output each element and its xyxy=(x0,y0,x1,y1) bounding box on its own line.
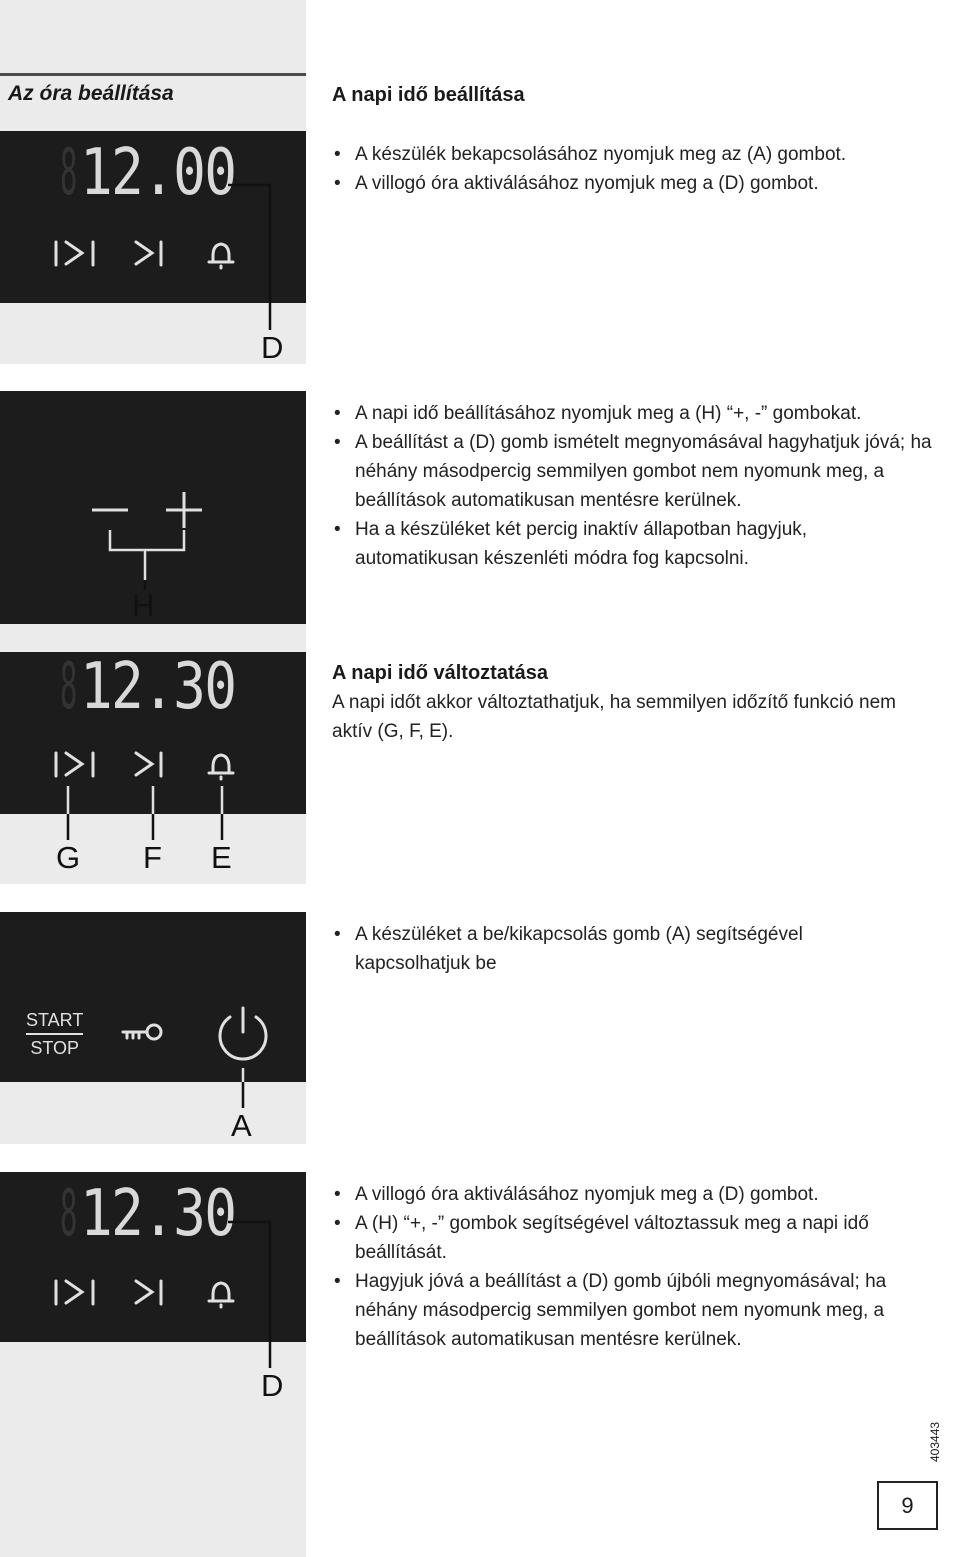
clock-display-3: 12.30 xyxy=(80,1177,236,1251)
list-item: • A készüléket a be/kikapcsolás gomb (A) segítségével kapcsolhatjuk be xyxy=(332,920,872,978)
heading-change-time: A napi idő változtatása xyxy=(332,662,548,684)
label-d: D xyxy=(261,1368,284,1403)
label-h: H xyxy=(132,588,155,623)
label-a: A xyxy=(231,1108,252,1143)
section-title: Az óra beállítása xyxy=(8,82,174,105)
label-g: G xyxy=(56,840,81,875)
segment-ghost: 8 xyxy=(60,136,78,210)
end-time-icon xyxy=(56,1281,93,1304)
bullet-list-2 xyxy=(332,399,932,573)
duration-icon xyxy=(136,1281,161,1304)
list-item: • A beállítást a (D) gomb ismételt megnyomásával hagyhatjuk jóvá; ha néhány másodpercig semmilyen gombot nem nyomunk meg, a beállítások automatikusan mentésre kerülnek. xyxy=(332,428,932,515)
segment-ghost: 8 xyxy=(60,1177,78,1251)
stop-label: STOP xyxy=(26,1033,83,1058)
bullet-list-1 xyxy=(332,140,932,198)
bell-icon xyxy=(209,1283,233,1307)
label-f: F xyxy=(143,840,162,875)
figure5-icons xyxy=(0,0,306,1420)
heading-set-time: A napi idő beállítása xyxy=(332,84,525,106)
bullet-list-3 xyxy=(332,920,872,978)
list-item: • A napi idő beállításához nyomjuk meg a (H) “+, -” gombokat. xyxy=(332,399,932,428)
page-number: 9 xyxy=(877,1481,938,1530)
start-label: START xyxy=(26,1010,84,1030)
change-time-text: A napi időt akkor változtathatjuk, ha semmilyen időzítő funkció nem aktív (G, F, E). xyxy=(332,692,896,742)
list-item: • A (H) “+, -” gombok segítségével változtassuk meg a napi idő beállítását. xyxy=(332,1209,932,1267)
list-item: • A villogó óra aktiválásához nyomjuk meg a (D) gombot. xyxy=(332,1180,932,1209)
label-d: D xyxy=(261,330,284,365)
list-item: • A villogó óra aktiválásához nyomjuk meg a (D) gombot. xyxy=(332,169,932,198)
document-id: 403443 xyxy=(928,1421,942,1462)
segment-ghost: 8 xyxy=(60,650,78,724)
label-e: E xyxy=(211,840,232,875)
clock-display-2: 12.30 xyxy=(80,650,236,724)
bullet-list-4 xyxy=(332,1180,932,1354)
clock-display-1: 12.00 xyxy=(80,136,236,210)
list-item: • Hagyjuk jóvá a beállítást a (D) gomb újbóli megnyomásával; ha néhány másodpercig semmilyen gombot nem nyomunk meg, a beállítások automatikusan mentésre kerülnek. xyxy=(332,1267,932,1354)
list-item: • Ha a készüléket két percig inaktív állapotban hagyjuk, automatikusan készenléti módra fog kapcsolni. xyxy=(332,515,932,573)
list-item: • A készülék bekapcsolásához nyomjuk meg az (A) gombot. xyxy=(332,140,932,169)
